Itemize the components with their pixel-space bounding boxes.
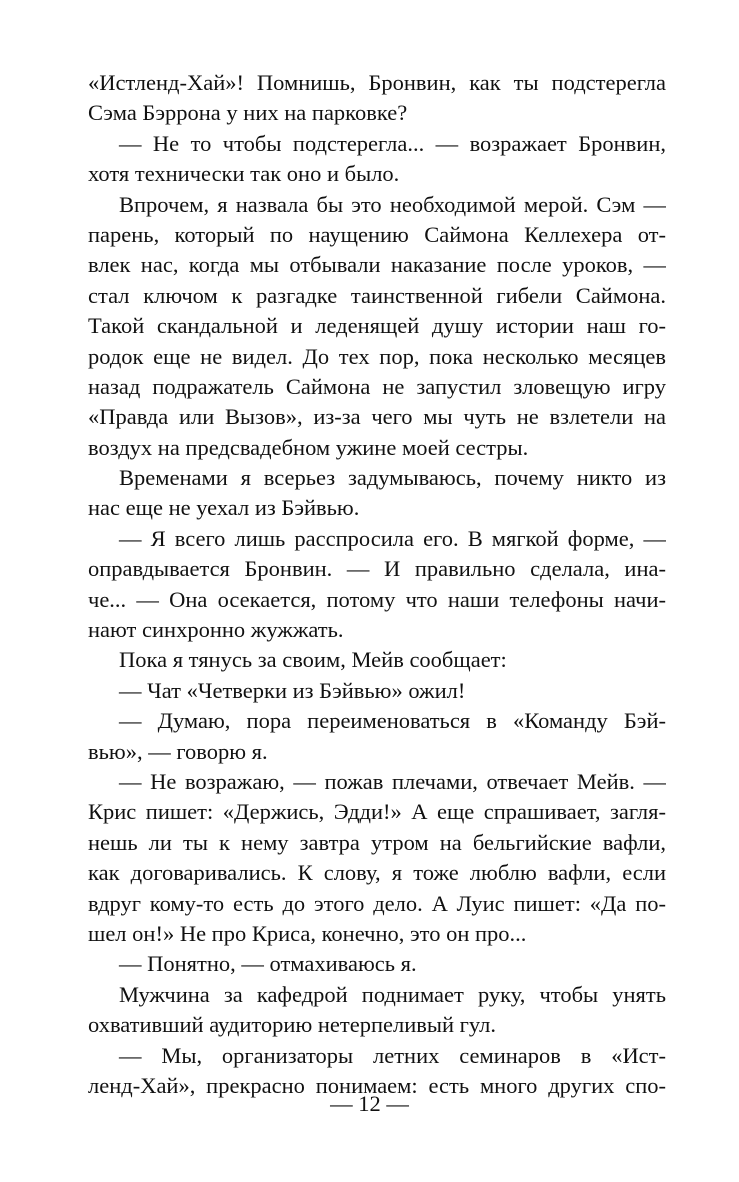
text-line: — Не возражаю, — пожав плечами, отвечает Мейв. — (119, 768, 666, 794)
text-line: Крис пишет: «Держись, Эдди!» А еще спрашивает, загля- (88, 799, 666, 825)
text-line: «Истленд-Хай»! Помнишь, Бронвин, как ты подстерегла (88, 70, 666, 95)
body-text (88, 68, 666, 1101)
text-line: Мужчина за кафедрой поднимает руку, чтобы унять (119, 981, 666, 1007)
text-line: — Не то чтобы подстерегла... — возражает Бронвин, (119, 130, 666, 156)
text-line: стал ключом к разгадке таинственной гибели Саймона. (88, 282, 666, 308)
text-line: хотя технически так оно и было. (88, 161, 400, 187)
text-line: — Я всего лишь расспросила его. В мягкой форме, — (119, 525, 666, 551)
text-line: назад подражатель Саймона не запустил зловещую игру (88, 373, 666, 399)
text-line: — Думаю, пора переименоваться в «Команду Бэй- (119, 708, 666, 734)
text-line: охвативший аудиторию нетерпеливый гул. (88, 1012, 497, 1038)
text-line: вью», — говорю я. (88, 738, 268, 764)
text-line: Впрочем, я назвала бы это необходимой мерой. Сэм — (119, 191, 666, 217)
text-line: воздух на предсвадебном ужине моей сестры. (88, 434, 529, 460)
text-line: Сэма Бэррона у них на парковке? (88, 100, 408, 126)
text-line: как договаривались. К слову, я тоже люблю вафли, если (88, 860, 666, 886)
text-line: вдруг кому-то есть до этого дело. А Луис пишет: «Да по- (88, 890, 666, 916)
text-line: че... — Она осекается, потому что наши телефоны начи- (88, 586, 666, 612)
text-line: оправдывается Бронвин. — И правильно сделала, ина- (88, 556, 666, 582)
text-line: шел он!» Не про Криса, конечно, это он про... (88, 920, 527, 946)
text-line: родок еще не видел. До тех пор, пока несколько месяцев (88, 343, 666, 369)
text-line: Временами я всерьез задумываюсь, почему никто из (119, 465, 666, 491)
text-line: — Понятно, — отмахиваюсь я. (119, 951, 417, 977)
text-line: — Чат «Четверки из Бэйвью» ожил! (119, 677, 466, 703)
text-line: Пока я тянусь за своим, Мейв сообщает: (119, 647, 507, 673)
text-line: «Правда или Вызов», из-за чего мы чуть не взлетели на (88, 404, 666, 430)
text-line: нешь ли ты к нему завтра утром на бельгийские вафли, (88, 829, 666, 855)
text-line: парень, который по наущению Саймона Келлехера от- (88, 221, 666, 247)
text-line: ленд-Хай», прекрасно понимаем: есть много других спо- (88, 1072, 666, 1098)
page-number: — 12 — (330, 1091, 409, 1116)
text-line: нают синхронно жужжать. (88, 617, 344, 643)
text-line: нас еще не уехал из Бэйвью. (88, 495, 360, 521)
text-line: влек нас, когда мы отбывали наказание после уроков, — (88, 252, 666, 278)
text-line: — Мы, организаторы летних семинаров в «Ист- (119, 1042, 666, 1068)
text-line: Такой скандальной и леденящей душу истории наш го- (88, 313, 666, 339)
page-body (88, 68, 666, 1101)
